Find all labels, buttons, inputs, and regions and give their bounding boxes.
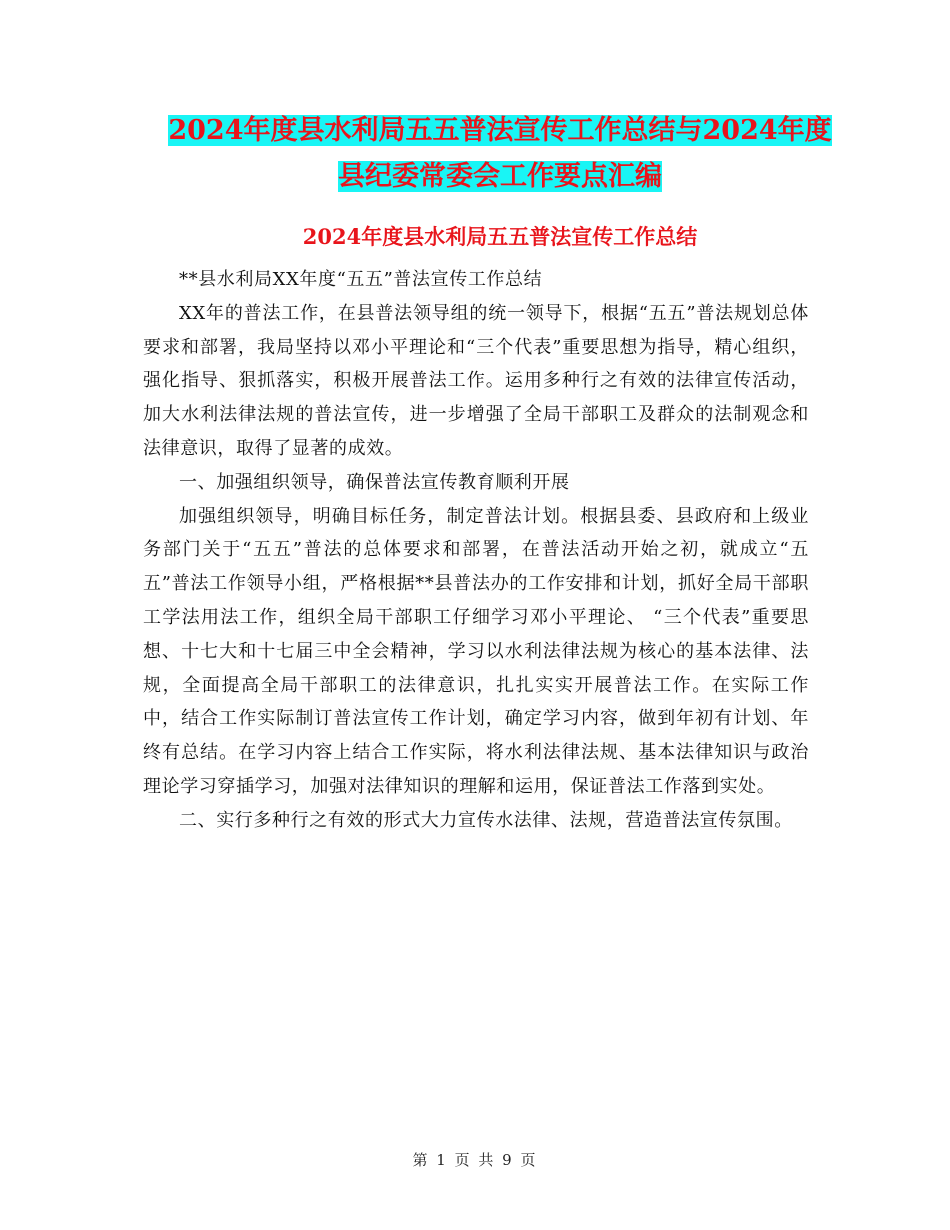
paragraph: 加强组织领导，明确目标任务，制定普法计划。根据县委、县政府和上级业务部门关于“五五”普法的总体要求和部署，在普法活动开始之初，就成立“五五”普法工作领导小组，严格根据**县普法办的工作安排和计划，抓好全局干部职工学法用法工作，组织全局干部职工仔细学习邓小平理论、 “三个代表”重要思想、十七大和十七届三中全会精神，学习以水利法律法规为核心的基本法律、法规，全面提高全局干部职工的法律意识，扎扎实实开展普法工作。在实际工作中，结合工作实际制订普法宣传工作计划，确定学习内容，做到年初有计划、年终有总结。在学习内容上结合工作实际，将水利法律法规、基本法律知识与政治理论学习穿插学习，加强对法律知识的理解和运用，保证普法工作落到实处。 <box>143 505 809 797</box>
paragraph: XX年的普法工作，在县普法领导组的统一领导下，根据“五五”普法规划总体要求和部署，我局坚持以邓小平理论和“三个代表”重要思想为指导，精心组织，强化指导、狠抓落实，积极开展普法工作。运用多种行之有效的法律宣传活动，加大水利法律法规的普法宣传，进一步增强了全局干部职工及群众的法制观念和法律意识，取得了显著的成效。 <box>143 302 809 459</box>
main-title-line-2: 县纪委常委会工作要点汇编 <box>338 161 662 192</box>
document-main-title <box>140 108 860 200</box>
paragraph-heading: **县水利局XX年度“五五”普法宣传工作总结 <box>179 269 543 290</box>
document-body <box>143 263 809 838</box>
page-number-footer: 第 1 页 共 9 页 <box>412 1151 538 1169</box>
section-heading-1: 一、加强组织领导，确保普法宣传教育顺利开展 <box>179 471 570 493</box>
main-title-line-1: 2024年度县水利局五五普法宣传工作总结与2024年度 <box>168 115 832 146</box>
section-heading-2: 二、实行多种行之有效的形式大力宣传水法律、法规，营造普法宣传氛围。 <box>179 809 793 831</box>
section-title: 2024年度县水利局五五普法宣传工作总结 <box>302 224 698 249</box>
